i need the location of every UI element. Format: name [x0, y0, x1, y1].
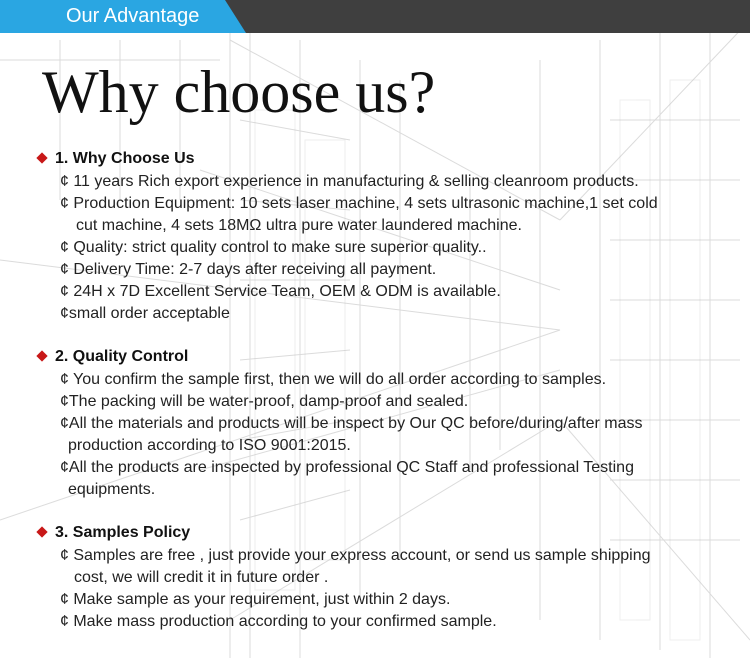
- list-item: production according to ISO 9001:2015.: [68, 437, 351, 454]
- red-diamond-bullet-icon: [36, 526, 47, 537]
- list-item: cost, we will credit it in future order .: [74, 569, 329, 586]
- section-title-text: 1. Why Choose Us: [55, 150, 195, 167]
- list-item: ¢All the products are inspected by professional QC Staff and professional Testing: [60, 459, 634, 476]
- list-item: ¢ Delivery Time: 2-7 days after receiving all payment.: [60, 261, 437, 278]
- list-item: ¢ 24H x 7D Excellent Service Team, OEM & ODM is available.: [60, 283, 501, 300]
- list-item: cut machine, 4 sets 18MΩ ultra pure water laundered machine.: [76, 217, 522, 234]
- list-item: ¢ Make mass production according to your confirmed sample.: [60, 613, 497, 630]
- red-diamond-bullet-icon: [36, 350, 47, 361]
- list-item: ¢ Production Equipment: 10 sets laser machine, 4 sets ultrasonic machine,1 set cold: [60, 195, 658, 212]
- list-item: ¢small order acceptable: [60, 305, 230, 322]
- list-item: ¢All the materials and products will be inspect by Our QC before/during/after mass: [60, 415, 643, 432]
- section-title: [38, 348, 188, 368]
- section-title-text: 3. Samples Policy: [55, 524, 191, 541]
- section-title: [38, 524, 190, 544]
- section-title-text: 2. Quality Control: [55, 348, 189, 365]
- red-diamond-bullet-icon: [36, 152, 47, 163]
- list-item: ¢ You confirm the sample first, then we will do all order according to samples.: [60, 371, 607, 388]
- list-item: ¢ Quality: strict quality control to make sure superior quality..: [60, 239, 487, 256]
- list-item: ¢The packing will be water-proof, damp-proof and sealed.: [60, 393, 469, 410]
- section-title: [38, 150, 195, 170]
- list-item: ¢ 11 years Rich export experience in manufacturing & selling cleanroom products.: [60, 173, 639, 190]
- list-item: ¢ Samples are free , just provide your express account, or send us sample shipping: [60, 547, 651, 564]
- page-headline: Why choose us?: [42, 59, 436, 125]
- list-item: ¢ Make sample as your requirement, just within 2 days.: [60, 591, 451, 608]
- header-bar: [0, 0, 750, 33]
- list-item: equipments.: [68, 481, 156, 498]
- header-tab-label: Our Advantage: [66, 5, 200, 27]
